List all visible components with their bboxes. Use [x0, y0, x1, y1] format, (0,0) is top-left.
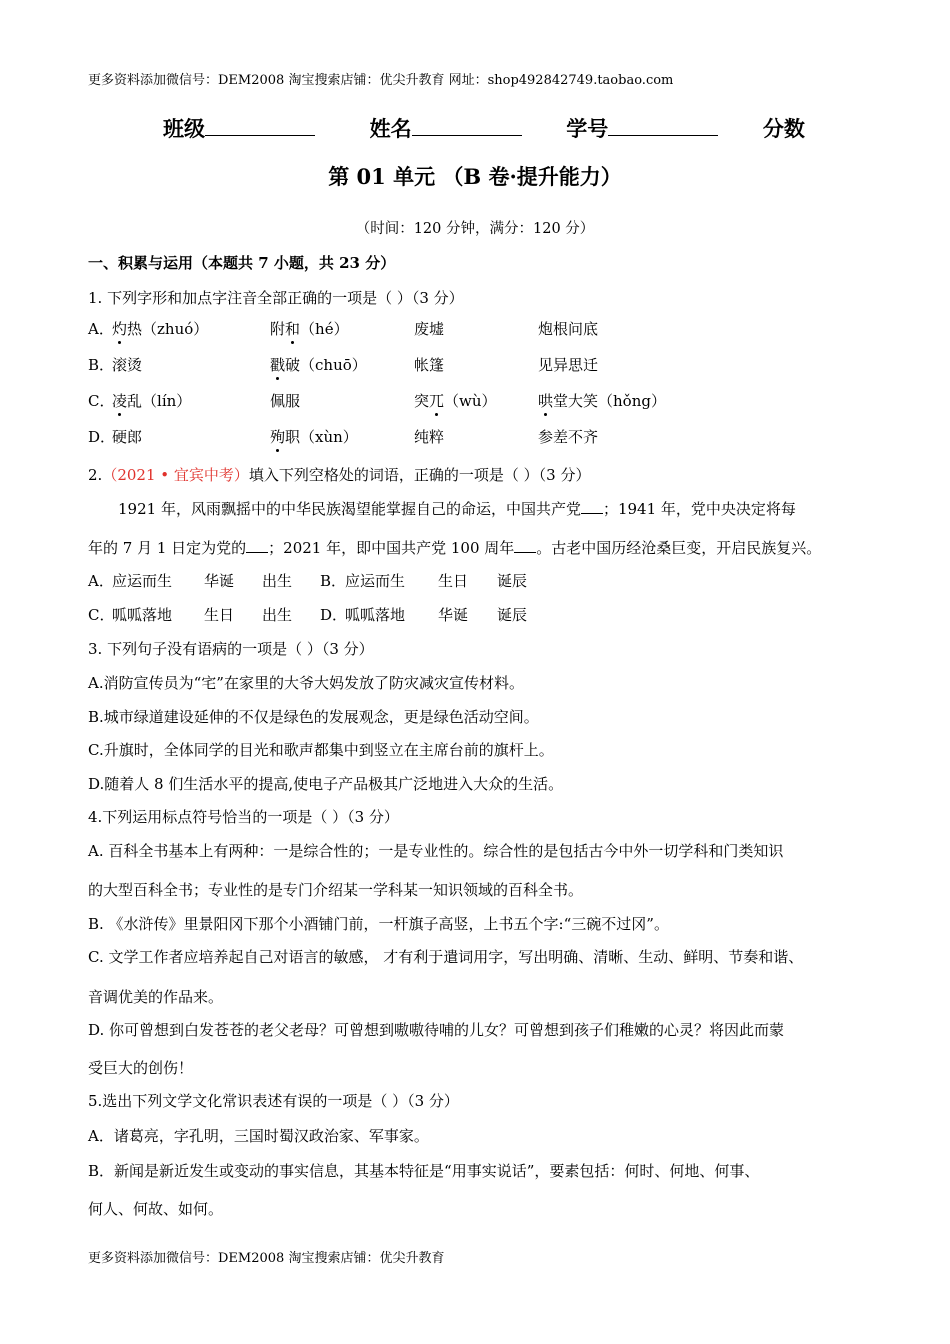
page-title: 第 01 单元 （B 卷·提升能力）	[328, 164, 622, 189]
q5-option-b-line1: B．新闻是新近发生或变动的事实信息，其基本特征是“用事实说话”，要素包括：何时、何地、何事、	[88, 1162, 760, 1180]
q4-option-d-line1: D. 你可曾想到白发苍苍的老父老母？可曾想到嗷嗷待哺的儿女？可曾想到孩子们稚嫩的心灵？将因此而蒙	[88, 1021, 785, 1039]
q5-stem: 5.选出下列文学文化常识表述有误的一项是（ ）（3 分）	[88, 1092, 459, 1110]
class-input[interactable]	[205, 117, 315, 136]
q2-passage-line2: 年的 7 月 1 日定为党的 ；2021 年，即中国共产党 100 周年 。古老中国历经沧桑巨变，开启民族复兴。	[88, 539, 822, 557]
q4-option-c-line2: 音调优美的作品来。	[88, 988, 224, 1006]
id-label: 学号	[566, 116, 609, 141]
q4-option-d-line2: 受巨大的创伤！	[88, 1059, 194, 1077]
name-label: 姓名	[369, 116, 412, 141]
q3-option-c: C.升旗时，全体同学的目光和歌声都集中到竖立在主席台前的旗杆上。	[88, 741, 554, 759]
time-info: （时间：120 分钟，满分：120 分）	[355, 221, 595, 237]
page-footer: 更多资料添加微信号：DEM2008 淘宝搜索店铺：优尖升教育	[88, 1251, 445, 1266]
q3-option-a: A.消防宣传员为“宅”在家里的大爷大妈发放了防灾减灾宣传材料。	[88, 674, 524, 692]
q4-option-c-line1: C. 文学工作者应培养起自己对语言的敏感， 才有利于遣词用字，写出明确、清晰、生动、鲜明、节奏和谐、	[88, 948, 804, 966]
q4-option-b: B. 《水浒传》里景阳冈下那个小酒铺门前，一杆旗子高竖，上书五个字:“三碗不过冈”。	[88, 915, 669, 933]
q2-passage-line1: 1921 年，风雨飘摇中的中华民族渴望能掌握自己的命运，中国共产党 ；1941 年，党中央决定将每	[118, 500, 796, 518]
q3-stem: 3. 下列句子没有语病的一项是（ ）（3 分）	[88, 640, 374, 658]
q3-option-b: B.城市绿道建设延伸的不仅是绿色的发展观念，更是绿色活动空间。	[88, 708, 539, 726]
q3-option-d: D.随着人 8 们生活水平的提高,使电子产品极其广泛地进入大众的生活。	[88, 775, 564, 793]
page-header: 更多资料添加微信号：DEM2008 淘宝搜索店铺：优尖升教育 网址：shop492842749.taobao.com	[88, 73, 674, 88]
q4-option-a-line2: 的大型百科全书；专业性的是专门介绍某一学科某一知识领域的百科全书。	[88, 881, 584, 899]
q2-stem: 2.（2021 • 宜宾中考）填入下列空格处的词语，正确的一项是（ ）（3 分）	[88, 466, 591, 484]
q4-stem: 4.下列运用标点符号恰当的一项是（ ）（3 分）	[88, 808, 399, 826]
student-info-fields	[163, 113, 805, 143]
q5-option-a: A．诸葛亮，字孔明，三国时蜀汉政治家、军事家。	[88, 1127, 429, 1145]
q1-stem: 1. 下列字形和加点字注音全部正确的一项是（ ）（3 分）	[88, 289, 464, 307]
q2-source: （2021 • 宜宾中考）	[102, 466, 249, 484]
q5-option-b-line2: 何人、何故、如何。	[88, 1200, 224, 1218]
q4-option-a-line1: A. 百科全书基本上有两种：一是综合性的；一是专业性的。综合性的是包括古今中外一切学科和门类知识	[88, 842, 784, 860]
class-label: 班级	[163, 116, 205, 141]
score-label: 分数	[762, 116, 805, 141]
name-input[interactable]	[412, 117, 522, 136]
section-heading: 一、积累与运用（本题共 7 小题，共 23 分）	[88, 254, 396, 272]
id-input[interactable]	[608, 117, 718, 136]
